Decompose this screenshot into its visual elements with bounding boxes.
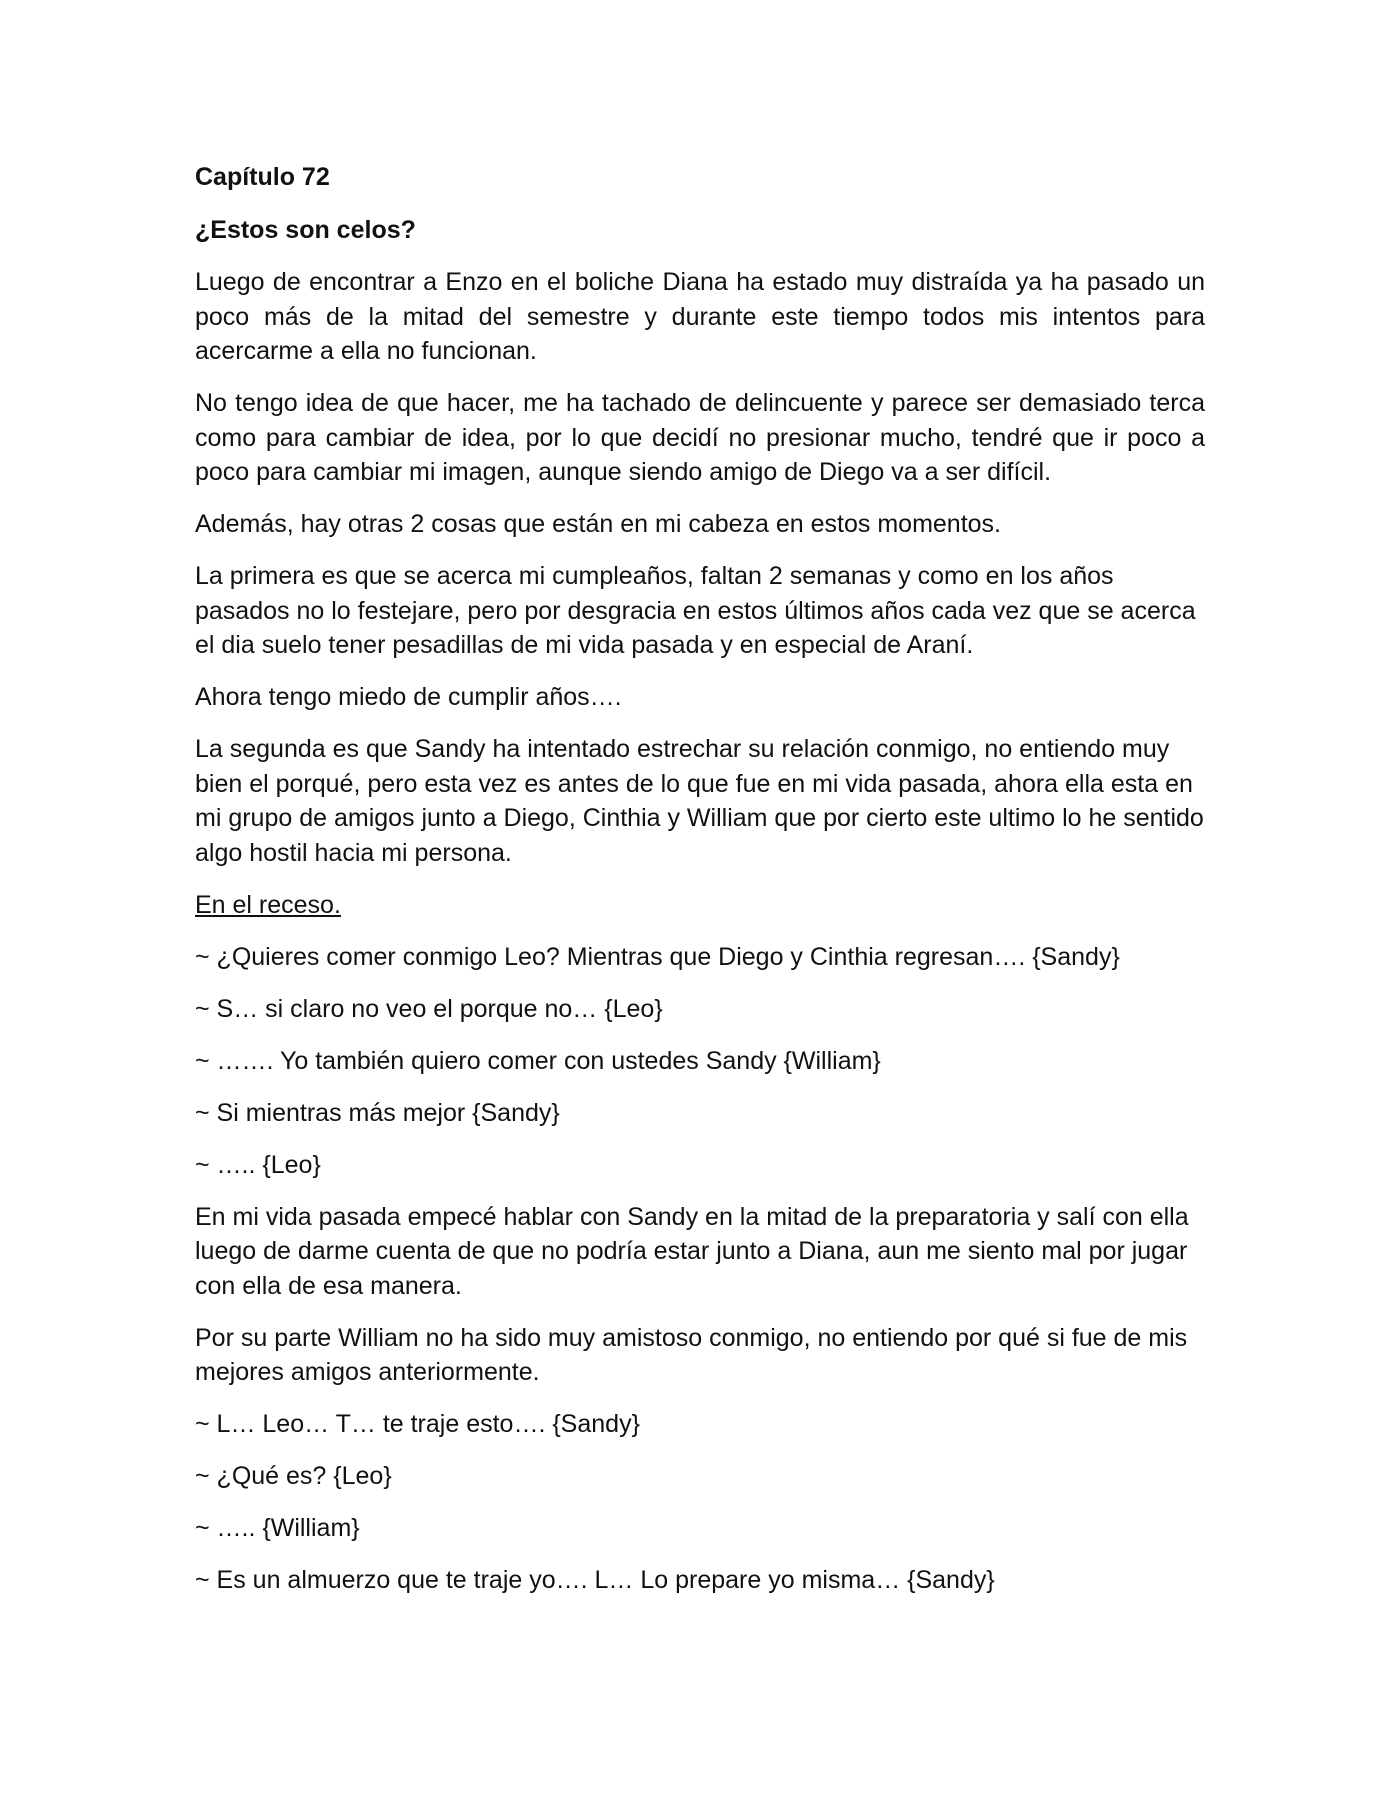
dialog-line: ~ ….. {William} xyxy=(195,1514,360,1542)
dialog-line: ~ ……. Yo también quiero comer con ustedes Sandy {William} xyxy=(195,1046,881,1075)
paragraph: En mi vida pasada empecé hablar con Sandy en la mitad de la preparatoria y salí con ella luego de darme cuenta de que no podría estar junto a Diana, aun me siento mal por jugar con ella de esa manera. xyxy=(195,1202,1189,1300)
paragraph: No tengo idea de que hacer, me ha tachado de delincuente y parece ser demasiado terca como para cambiar de idea, por lo que decidí no presionar mucho, tendré que ir poco a poco para cambiar mi imagen, aunque siendo amigo de Diego va a ser difícil. xyxy=(195,389,1205,486)
dialog-line: ~ Si mientras más mejor {Sandy} xyxy=(195,1098,560,1127)
dialog-line: ~ ¿Quieres comer conmigo Leo? Mientras que Diego y Cinthia regresan…. {Sandy} xyxy=(195,942,1120,971)
dialog-line: ~ ¿Qué es? {Leo} xyxy=(195,1462,392,1490)
dialog-line: ~ S… si claro no veo el porque no… {Leo} xyxy=(195,994,663,1023)
chapter-title: Capítulo 72 xyxy=(195,163,330,191)
paragraph: Por su parte William no ha sido muy amistoso conmigo, no entiendo por qué si fue de mis mejores amigos anteriormente. xyxy=(195,1323,1188,1386)
chapter-subtitle: ¿Estos son celos? xyxy=(195,215,416,244)
paragraph: Además, hay otras 2 cosas que están en mi cabeza en estos momentos. xyxy=(195,510,1001,538)
paragraph: Ahora tengo miedo de cumplir años…. xyxy=(195,683,622,711)
document-page xyxy=(195,160,1205,1615)
dialog-line: ~ Es un almuerzo que te traje yo…. L… Lo prepare yo misma… {Sandy} xyxy=(195,1566,995,1594)
section-heading: En el receso. xyxy=(195,890,341,919)
dialog-line: ~ ….. {Leo} xyxy=(195,1150,321,1179)
paragraph: La segunda es que Sandy ha intentado estrechar su relación conmigo, no entiendo muy bien el porqué, pero esta vez es antes de lo que fue en mi vida pasada, ahora ella esta en mi grupo de amigos junto a Diego, Cinthia y William que por cierto este ultimo lo he sentido algo hostil hacia mi persona. xyxy=(195,735,1204,867)
paragraph: Luego de encontrar a Enzo en el boliche Diana ha estado muy distraída ya ha pasado un poco más de la mitad del semestre y durante este tiempo todos mis intentos para acercarme a ella no funcionan. xyxy=(195,268,1205,365)
dialog-line: ~ L… Leo… T… te traje esto…. {Sandy} xyxy=(195,1410,640,1438)
paragraph: La primera es que se acerca mi cumpleaños, faltan 2 semanas y como en los años pasados no lo festejare, pero por desgracia en estos últimos años cada vez que se acerca el dia suelo tener pesadillas de mi vida pasada y en especial de Araní. xyxy=(195,562,1196,659)
